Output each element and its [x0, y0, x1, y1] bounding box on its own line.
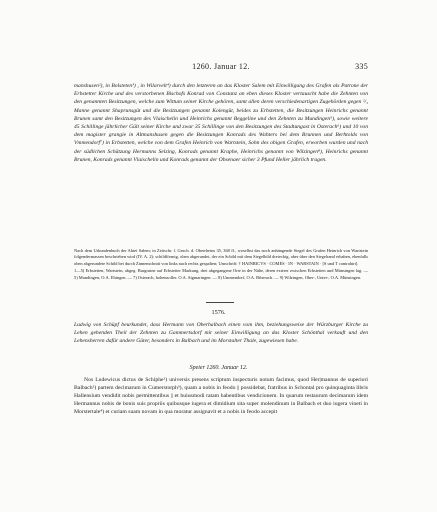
- running-header: [74, 62, 368, 72]
- regest-summary: Ludwig von Schüpf beurkundet, dass Hermann von Oberhalbach einen vom ihm, beziehungsweise der Würzburger Kirche zu Lehen gehenden Theil der Zehnten zu Gammertsdorf mit seiner Einwilligung an das Kloster Schönthal verkauft und den Lehensherren dafür andere Güter, besonders in Balbach und im Morstalter Thale, zugewiesen habe.: [74, 322, 368, 345]
- footnote-source: Nach dem Urkundenbuch der Abtei Salem; in Zeitschr. f. Gesch. d. Oberrheins 35, 368 ff., woselbst das noch anhängende Siegel des Grafen Heinrich von Wartstein folgendermassen beschrieben wird (IV. A. 2): schildförmig, oben abgerundet, der ein Schild mit dem Siegelbild dreieckig, aber über den Siegelrand erhaben, ebenfalls oben abgerundete Schild bei durch Zinnenschnitt von links nach rechts gespalten; Umschrift: † HAINRICVS · COMES · IN · WARSTAIN · [S und T contrahirt].: [74, 248, 368, 266]
- separator-rule: [206, 302, 234, 303]
- document-number: 1576.: [211, 309, 226, 316]
- place-date: Speier 1260. Januar 12.: [189, 365, 248, 371]
- charter-text-paragraph: Nos Ludewicus dictus de Schiphe¹) universis presens scriptum inspecturis notum facimus, quod Her|mannus de superiori Balbach²) partem decimarum in Cumerstorph³), quam a nobis in feodo || possidebat, fratribus in Schontal pro quinquaginta libris Hallensium vendidit nobis permittentibus || et huiusmodi ratam habentibus vendicionem. In quarum restaurum decimarum idem Hermannus nobis de bonis suis propriis quibusque iugera et dimidium sita super molendinum in Balbach et duo iugera vineti in Morstertale⁴) et curiam suam novam in qua moratur assignavit et a nobis in feodo accepit: [74, 377, 368, 416]
- footnotes: [74, 248, 368, 282]
- main-text-block: [74, 82, 368, 164]
- running-head-title: 1260. Januar 12.: [192, 62, 250, 71]
- charter-text: [74, 376, 368, 416]
- page-number: 335: [355, 62, 368, 71]
- main-text-paragraph: manshusen²), in Bolsteten³) , in Wilarvelt⁴) durch den letzteren an das Kloster Salem mit Einwilligung des Grafen als Patrone der Erbstetter Kirche und des verstorbenen Bischofs Konrad von Constanz an eben dieses Kloster vertauscht habe die Zehnten von den genannten Besitzungen, welche zum Wittum seiner Kirche gehören, samt allen deren verschiedenartigen Zugehörden gegen ²/₃ Manne genannt Shaprunsgüt und die Besitzungen genannt Kolengüt, beides zu Erbstetten, die Besitzungen Heinrichs genannt Brunen samt den Besitzungen des Vlaischelin und Heinrichs genannt Beggeline und den Zehnten zu Mundingen⁵), sowie weitere 45 Schillinge jährlicher Gült seiner Kirche und zwar 35 Schillinge von den Besitzungen des Stadtungast in Osterach⁶) und 10 von dem magister grangie in Altmanshusen gegen die Besitzungen Konrads des Wahters bei dem Brunnen und Berhtolds von Vmmendorf⁷) in Erbstetten, welche von dem Grafen Heinrich von Wartstein, Sohn des obigen Grafen, erworben wurden und nach der südlichen Schätzung Hermanns Selzing, Konrads genannt Kraphe, Heinrichs genannt von Wilzingen⁸), Heinrichs genannt Brunen, Konrads genannt Vlaischelin und Konrads genannt der Obsenaer sicher 3 Pfund Heller jährlich tragen.: [74, 83, 368, 163]
- footnote-places: 1—5) Erbstetten, Wartstein, abgeg. Burgruine auf Erbstetter Markung, drei abgegangene Orte in der Nähe, deren exterer zwischen Erbstetten und Münsingen lag. — 5) Mundingen, O.A. Ehingen. — 7) Osterach, hohenzoller. O.A. Sigmaringen. — 8) Ummendorf, O.A. Biberach. — 9) Wilzingen, Ober-, Unter-, O.A. Münsingen.: [74, 268, 368, 280]
